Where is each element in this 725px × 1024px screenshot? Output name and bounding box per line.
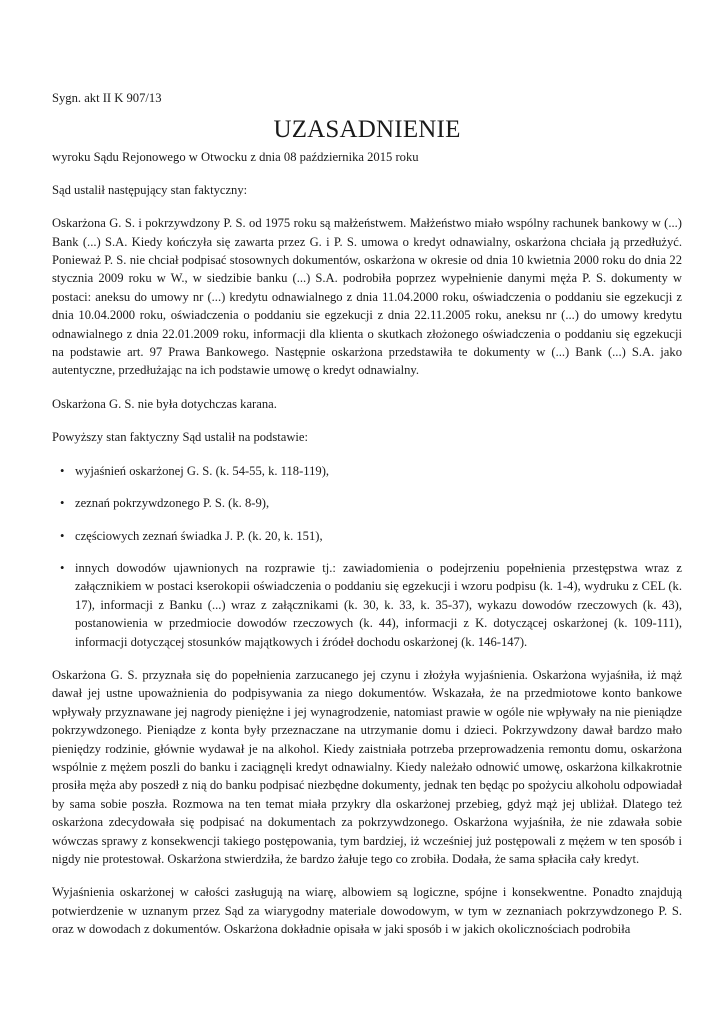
evidence-item-text: innych dowodów ujawnionych na rozprawie tj.: zawiadomienia o podejrzeniu popełnienia przestępstwa wraz z załącznikiem w postaci kserokopii oświadczenia o poddaniu się egzekucji i wzoru podpisu (k. 1-4), wydruku z CEL (k. 17), informacji z Banku (...) wraz z załącznikami (k. 30, k. 33, k. 35-37), wykazu dowodów rzeczowych (k. 43), postanowienia w przedmiocie dowodów rzeczowych (k. 44), informacji z K. dotyczącej oskarżonej (k. 109-111), informacji dotyczącej stosunków majątkowych i źródeł dochodu oskarżonej (k. 146-147).: [75, 560, 682, 649]
facts-intro: Sąd ustalił następujący stan faktyczny:: [52, 182, 248, 197]
evidence-item: [52, 462, 682, 480]
document-subtitle: wyroku Sądu Rejonowego w Otwocku z dnia 08 października 2015 roku: [52, 150, 419, 165]
evidence-item-text: częściowych zeznań świadka J. P. (k. 20, k. 151),: [75, 528, 323, 543]
document-page: [52, 89, 682, 954]
facts-paragraph: Oskarżona G. S. i pokrzywdzony P. S. od 1975 roku są małżeństwem. Małżeństwo miało wspólny rachunek bankowy w (...) Bank (...) S.A. Kiedy kończyła się zawarta przez G. i P. S. umowa o kredyt odnawialny, oskarżona chciała ją przedłużyć. Ponieważ P. S. nie chciał podpisać stosownych dokumentów, oskarżona w okresie od dnia 10 kwietnia 2000 roku do dnia 22 stycznia 2009 roku w W., w siedzibie banku (...) S.A. podrobiła poprzez wypełnienie danymi męża P. S. dokumenty w postaci: aneksu do umowy nr (...) kredytu odnawialnego z dnia 11.04.2000 roku, oświadczenia o poddaniu sie egzekucji z dnia 10.04.2000 roku, oświadczenia o poddaniu sie egzekucji z dnia 22.11.2005 roku, aneksu nr (...) do umowy kredytu odnawialnego z dnia 22.01.2009 roku, informacji dla klienta o skutkach złożonego oświadczenia o poddaniu się egzekucji na podstawie art. 97 Prawa Bankowego. Następnie oskarżona przedstawiła te dokumenty w (...) Bank (...) S.A. jako autentyczne, przedłużając na ich podstawie umowę o kredyt odnawialny.: [52, 216, 682, 378]
bullet-icon: •: [60, 560, 65, 575]
case-signature: Sygn. akt II K 907/13: [52, 91, 162, 105]
evidence-item: [52, 527, 682, 545]
bullet-icon: •: [60, 496, 65, 511]
criminal-record-statement: Oskarżona G. S. nie była dotychczas karana.: [52, 396, 277, 411]
bullet-icon: •: [60, 528, 65, 543]
evidence-list: [52, 462, 682, 651]
explanation-paragraph: Oskarżona G. S. przyznała się do popełnienia zarzucanego jej czynu i złożyła wyjaśnienia. Oskarżona wyjaśniła, iż mąż dawał jej ustne upoważnienia do podpisywania za niego dokumentów. Wskazała, że na przedmiotowe konto bankowe wpływały przyznawane jej nagrody pieniężne i jej wynagrodzenie, natomiast prawie w ogóle nie wpływały na nie pieniądze pokrzywdzonego. Pieniądze z konta były przeznaczane na utrzymanie domu i dzieci. Pokrzywdzony dawał bardzo mało pieniędzy rodzinie, głównie wydawał je na alkohol. Kiedy zaistniała potrzeba przeprowadzenia remontu domu, oskarżona wspólnie z mężem poszli do banku i zaciągnęli kredyt odnawialny. Kiedy należało odnowić umowę, oskarżona kilkakrotnie prosiła męża aby poszedł z nią do banku podpisać niezbędne dokumenty, jednak ten będąc po spożyciu alkoholu odpowiadał by sama sobie poszła. Rozmowa na ten temat miała przykry dla oskarżonej przebieg, gdyż mąż jej ubliżał. Dlatego też oskarżona zdecydowała się podpisać na dokumentach za pokrzywdzonego. Oskarżona wyjaśniła, że nie zdawała sobie wówczas sprawy z konsekwencji takiego postępowania, tym bardziej, iż wcześniej już postępowali z mężem w ten sposób i nigdy nie protestował. Oskarżona stwierdziła, że bardzo żałuje tego co zrobiła. Dodała, że sama spłaciła cały kredyt.: [52, 667, 682, 866]
evidence-item: [52, 559, 682, 651]
credibility-paragraph: Wyjaśnienia oskarżonej w całości zasługują na wiarę, albowiem są logiczne, spójne i konsekwentne. Ponadto znajdują potwierdzenie w uznanym przez Sąd za wiarygodny materiale dowodowym, w tym w zeznaniach pokrzywdzonego P. S. oraz w dowodach z dokumentów. Oskarżona dokładnie opisała w jaki sposób i w jakich okolicznościach podrobiła: [52, 885, 682, 937]
bullet-icon: •: [60, 463, 65, 478]
evidence-item: [52, 494, 682, 512]
evidence-intro: Powyższy stan faktyczny Sąd ustalił na podstawie:: [52, 430, 309, 445]
evidence-item-text: wyjaśnień oskarżonej G. S. (k. 54-55, k. 118-119),: [75, 463, 330, 478]
evidence-item-text: zeznań pokrzywdzonego P. S. (k. 8-9),: [75, 496, 270, 511]
document-title: UZASADNIENIE: [273, 116, 461, 144]
